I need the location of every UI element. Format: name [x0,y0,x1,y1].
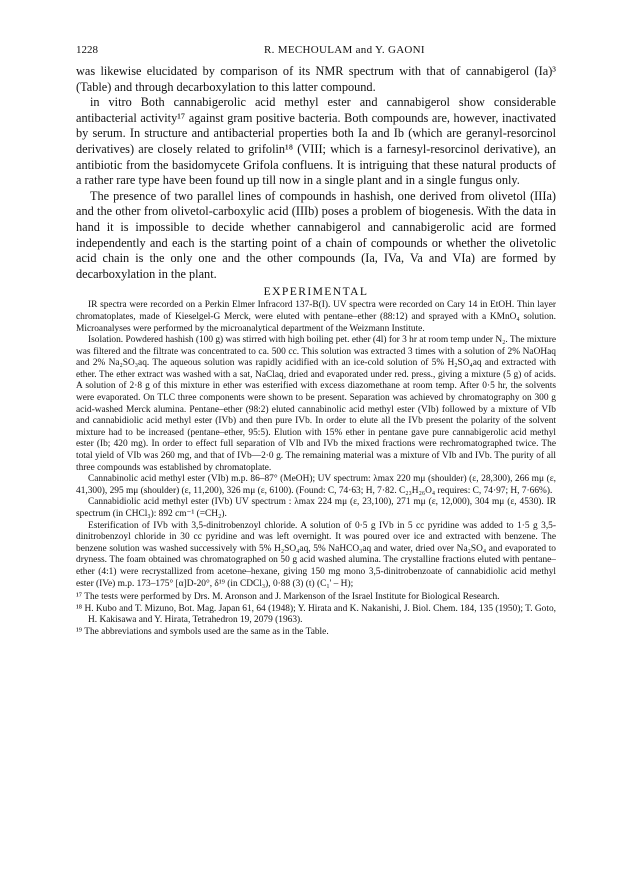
body-paragraph: was likewise elucidated by comparison of its NMR spectrum with that of cannabigerol (Ia)³ (Table) and through decarboxylation to this latter compound. [76,64,556,94]
footnote: ¹⁷ The tests were performed by Drs. M. Aronson and J. Markenson of the Israel Institute for Biological Research. [76,592,500,603]
experimental-section [76,300,556,590]
experimental-paragraph: Cannabinolic acid methyl ester (VIb) m.p. 86–87° (MeOH); UV spectrum: λmax 220 mμ (shoulder) (ε, 28,300), 266 mμ (ε, 41,300), 295 mμ (shoulder) (ε, 11,200), 326 mμ (ε, 6100). (Found: C, 74·63; H, 7·82. C₂₃H₂₆O₄ requires: C, 74·97; H, 7·66%). [76,474,556,496]
experimental-paragraph: IR spectra were recorded on a Perkin Elmer Infracord 137-B(I). UV spectra were recorded on Cary 14 in EtOH. Thin layer chromatoplates, made of Kieselgel-G Merck, were eluted with pentane–ether (88:12) and sprayed with a KMnO₄ solution. Microanalyses were performed by the microanalytical department of the Weizmann Institute. [76,300,556,334]
body-text [76,64,556,282]
footnotes [76,592,556,638]
footnote: ¹⁸ H. Kubo and T. Mizuno, Bot. Mag. Japan 61, 64 (1948); Y. Hirata and K. Nakanishi, J. Biol. Chem. 184, 135 (1950); T. Goto, H. Kakisawa and Y. Hirata, Tetrahedron 19, 2079 (1963). [76,603,556,626]
section-heading: EXPERIMENTAL [263,285,369,299]
footnote: ¹⁹ The abbreviations and symbols used are the same as in the Table. [76,626,329,637]
page-number: 1228 [76,44,98,56]
experimental-paragraph: Esterification of IVb with 3,5-dinitrobenzoyl chloride. A solution of 0·5 g IVb in 5 cc pyridine was added to 1·5 g 3,5-dinitrobenzoyl chloride in 30 cc pyridine and was left overnight. It was poured over ice and extracted with benzene. The benzene solution was washed successively with 5% H₂SO₄aq, 5% NaHCO₃aq and water, dried over Na₂SO₄ and evaporated to dryness. The foam obtained was chromatographed on 50 g acid washed alumina. The crystalline fractions eluted with pentane–ether (4:1) were recrystallized from acetone–hexane, giving 150 mg mono 3,5-dinitrobenzoate of cannabidiolic acid methyl ester (IVe) m.p. 173–175° [α]D-20°, δ¹⁹ (in CDCl₃), 0·88 (3) (t) (C₁' – H); [76,520,556,589]
page [76,44,556,639]
body-paragraph: in vitro Both cannabigerolic acid methyl ester and cannabigerol show considerable antibacterial activity¹⁷ against gram positive bacteria. Both compounds are, however, inactivated by serum. In structure and antibacterial properties both Ia and Ib (which are geranyl-resorcinol derivatives) are closely related to grifolin¹⁸ (VIII; which is a farnesyl-resorcinol derivative), an antibiotic from the basidomycete Grifola confluens. It is intriguing that these natural products of a rather rare type have been found up till now in a single plant and in a single fungus only. [76,95,556,188]
body-paragraph: The presence of two parallel lines of compounds in hashish, one derived from olivetol (IIIa) and the other from olivetol-carboxylic acid (IIIb) poses a problem of biogenesis. With the data in hand it is impossible to decide whether cannabigerol and cannabigerolic acid are formed independently and each is the starting point of a chain of compounds or whether the olivetolic acid chain is the only one and the other compounds (Ia, IVa, Va and VIa) are formed by decarboxylation in the plant. [76,188,556,281]
experimental-paragraph: Isolation. Powdered hashish (100 g) was stirred with high boiling pet. ether (4l) for 3 hr at room temp under N₂. The mixture was filtered and the filtrate was concentrated to ca. 500 cc. This solution was extracted 3 times with a solution of 2% NaOHaq and 2% Na₂SO₃aq. The aqueous solution was rapidly acidified with an ice-cold solution of 5% H₂SO₄aq and extracted with ether. The ether extract was washed with a sat, NaClaq, dried and evaporated under red. press., giving a mixture (5 g) of acids. A solution of 2·8 g of this mixture in ether was esterified with excess diazomethane at room temp. After 0·5 hr, the solvents were evaporated. On TLC three components were shown to be present. Separation was achieved by chromatography on 300 g acid-washed Merck alumina. Pentane–ether (98:2) eluted cannabinolic acid methyl ester (VIb) followed by a mixture of VIb and cannabidiolic acid methyl ester (IVb) and then pure IVb. In order to elute all the IVb present the polarity of the solvent mixture had to be increased (pentane–ether, 95:5). Elution with 15% ether in pentane gave pure cannabigerolic acid methyl ester (Ib; 420 mg). In order to effect full separation of VIb and IVb the mixed fractions were rechromatographed twice. The total yield of VIb was 260 mg, and that of IVb—2·0 g. The remaining material was a mixture of VIb and IVb. The purity of all three compounds was established by chromatoplate. [76,335,556,473]
running-header-authors: R. MECHOULAM and Y. GAONI [264,44,425,56]
experimental-paragraph: Cannabidiolic acid methyl ester (IVb) UV spectrum : λmax 224 mμ (ε, 23,100), 271 mμ (ε, 12,000), 304 mμ (ε, 4530). IR spectrum (in CHCl₃): 892 cm⁻¹ (=CH₂). [76,497,556,519]
running-header [76,44,556,64]
